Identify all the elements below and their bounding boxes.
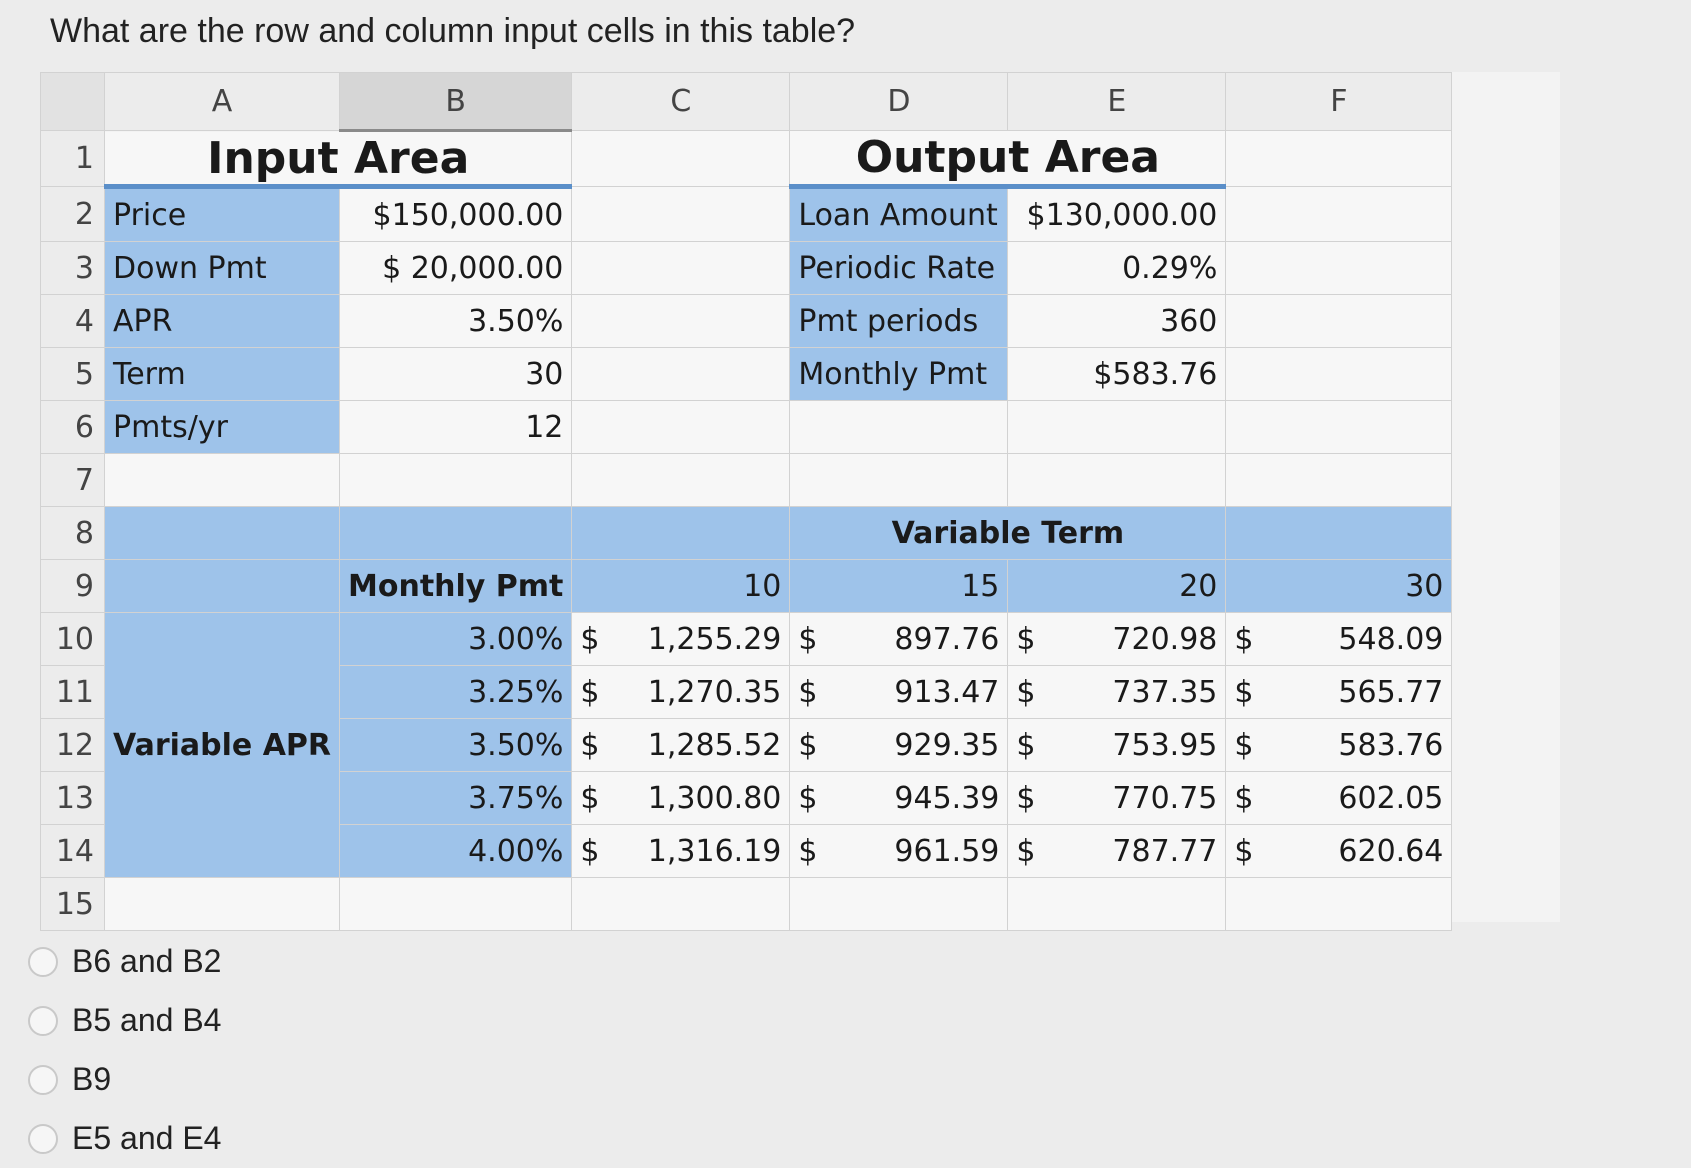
cell[interactable]: [105, 454, 340, 507]
row-header[interactable]: 7: [41, 454, 105, 507]
cell[interactable]: [572, 878, 790, 931]
row-header[interactable]: 2: [41, 187, 105, 242]
rate-header[interactable]: 4.00%: [340, 825, 572, 878]
cell[interactable]: [572, 507, 790, 560]
term-header[interactable]: 30: [1226, 560, 1452, 613]
col-header-a[interactable]: A: [105, 73, 340, 131]
row-header[interactable]: 4: [41, 295, 105, 348]
currency-symbol: $: [798, 780, 818, 816]
row-header[interactable]: 14: [41, 825, 105, 878]
cell[interactable]: [105, 560, 340, 613]
col-header-f[interactable]: F: [1226, 73, 1452, 131]
option-label: B6 and B2: [72, 943, 222, 979]
cell[interactable]: [790, 878, 1008, 931]
cell[interactable]: [1226, 348, 1452, 401]
table-value-cell[interactable]: [1226, 772, 1452, 825]
col-header-c[interactable]: C: [572, 73, 790, 131]
table-value: 929.35: [894, 727, 1000, 763]
cell[interactable]: [1226, 454, 1452, 507]
output-label[interactable]: Pmt periods: [790, 295, 1008, 348]
table-value-cell[interactable]: [1226, 666, 1452, 719]
currency-symbol: $: [1016, 621, 1036, 657]
cell[interactable]: [1226, 131, 1452, 187]
table-value-cell[interactable]: [572, 613, 790, 666]
table-value: 565.77: [1338, 674, 1444, 710]
option-3[interactable]: [28, 1050, 221, 1109]
cell[interactable]: [340, 878, 572, 931]
table-value-cell[interactable]: [572, 772, 790, 825]
cell[interactable]: [1226, 401, 1452, 454]
table-value-cell[interactable]: [790, 772, 1008, 825]
col-header-b[interactable]: B: [340, 73, 572, 131]
currency-symbol: $: [1234, 621, 1254, 657]
table-value-cell[interactable]: [1008, 666, 1226, 719]
variable-apr-label[interactable]: Variable APR: [105, 613, 340, 878]
row-header[interactable]: 11: [41, 666, 105, 719]
currency-symbol: $: [1016, 727, 1036, 763]
question-text: What are the row and column input cells in this table?: [50, 12, 856, 50]
cell[interactable]: [1226, 878, 1452, 931]
currency-symbol: $: [580, 727, 600, 763]
input-value[interactable]: $150,000.00: [340, 187, 572, 242]
currency-symbol: $: [1234, 727, 1254, 763]
monthly-pmt-corner[interactable]: Monthly Pmt: [340, 560, 572, 613]
cell[interactable]: [572, 131, 790, 187]
table-value: 548.09: [1338, 621, 1444, 657]
currency-symbol: $: [798, 833, 818, 869]
cell[interactable]: [1226, 295, 1452, 348]
table-value-cell[interactable]: [790, 719, 1008, 772]
radio-icon[interactable]: [28, 1124, 58, 1154]
output-value[interactable]: 360: [1008, 295, 1226, 348]
cell[interactable]: [572, 187, 790, 242]
table-value: 897.76: [894, 621, 1000, 657]
input-value[interactable]: 3.50%: [340, 295, 572, 348]
cell[interactable]: [1226, 242, 1452, 295]
col-header-d[interactable]: D: [790, 73, 1008, 131]
radio-icon[interactable]: [28, 1006, 58, 1036]
variable-term-label[interactable]: Variable Term: [790, 507, 1226, 560]
term-header[interactable]: 20: [1008, 560, 1226, 613]
table-value: 583.76: [1338, 727, 1444, 763]
output-value[interactable]: 0.29%: [1008, 242, 1226, 295]
output-label[interactable]: Loan Amount: [790, 187, 1008, 242]
select-all-corner[interactable]: [41, 73, 105, 131]
input-label[interactable]: APR: [105, 295, 340, 348]
row-header[interactable]: 10: [41, 613, 105, 666]
row-header[interactable]: 1: [41, 131, 105, 187]
cell[interactable]: [572, 454, 790, 507]
option-1[interactable]: [28, 932, 221, 991]
option-2[interactable]: [28, 991, 221, 1050]
cell[interactable]: [105, 878, 340, 931]
currency-symbol: $: [1016, 833, 1036, 869]
table-value-cell[interactable]: [790, 613, 1008, 666]
table-value: 770.75: [1112, 780, 1218, 816]
option-label: B9: [72, 1061, 112, 1097]
row-header[interactable]: 13: [41, 772, 105, 825]
cell[interactable]: [790, 401, 1008, 454]
option-label: B5 and B4: [72, 1002, 222, 1038]
term-header[interactable]: 15: [790, 560, 1008, 613]
input-value[interactable]: 12: [340, 401, 572, 454]
table-value-cell[interactable]: [1008, 772, 1226, 825]
row-header[interactable]: 3: [41, 242, 105, 295]
currency-symbol: $: [580, 833, 600, 869]
radio-icon[interactable]: [28, 1065, 58, 1095]
table-value: 1,255.29: [647, 621, 782, 657]
cell[interactable]: [572, 242, 790, 295]
col-header-e[interactable]: E: [1008, 73, 1226, 131]
cell[interactable]: [105, 507, 340, 560]
currency-symbol: $: [1016, 674, 1036, 710]
input-label[interactable]: Pmts/yr: [105, 401, 340, 454]
input-label[interactable]: Term: [105, 348, 340, 401]
cell[interactable]: [1226, 187, 1452, 242]
term-header[interactable]: 10: [572, 560, 790, 613]
answer-options: [28, 932, 221, 1168]
output-value[interactable]: $130,000.00: [1008, 187, 1226, 242]
currency-symbol: $: [1234, 780, 1254, 816]
table-value-cell[interactable]: [572, 825, 790, 878]
table-value-cell[interactable]: [1226, 825, 1452, 878]
cell[interactable]: [1226, 507, 1452, 560]
table-value: 1,270.35: [647, 674, 782, 710]
row-header[interactable]: 6: [41, 401, 105, 454]
row-header[interactable]: 5: [41, 348, 105, 401]
table-value: 753.95: [1112, 727, 1218, 763]
row-header[interactable]: 12: [41, 719, 105, 772]
output-label[interactable]: Monthly Pmt: [790, 348, 1008, 401]
input-value[interactable]: 30: [340, 348, 572, 401]
table-value-cell[interactable]: [790, 825, 1008, 878]
rate-header[interactable]: 3.25%: [340, 666, 572, 719]
table-value: 787.77: [1112, 833, 1218, 869]
cell[interactable]: [340, 507, 572, 560]
currency-symbol: $: [580, 621, 600, 657]
rate-header[interactable]: 3.75%: [340, 772, 572, 825]
cell[interactable]: [572, 348, 790, 401]
table-value: 913.47: [894, 674, 1000, 710]
cell[interactable]: [1008, 401, 1226, 454]
cell[interactable]: [572, 401, 790, 454]
spreadsheet: [40, 72, 1560, 922]
currency-symbol: $: [580, 674, 600, 710]
row-header[interactable]: 8: [41, 507, 105, 560]
cell[interactable]: [790, 454, 1008, 507]
table-value-cell[interactable]: [1226, 719, 1452, 772]
row-header[interactable]: 9: [41, 560, 105, 613]
table-value: 620.64: [1338, 833, 1444, 869]
table-value-cell[interactable]: [790, 666, 1008, 719]
table-value: 1,300.80: [647, 780, 782, 816]
cell[interactable]: [1008, 454, 1226, 507]
input-label[interactable]: Price: [105, 187, 340, 242]
table-value: 602.05: [1338, 780, 1444, 816]
table-value: 1,285.52: [647, 727, 782, 763]
table-value-cell[interactable]: [1008, 613, 1226, 666]
output-label[interactable]: Periodic Rate: [790, 242, 1008, 295]
table-value: 961.59: [894, 833, 1000, 869]
radio-icon[interactable]: [28, 947, 58, 977]
table-value-cell[interactable]: [572, 666, 790, 719]
table-value-cell[interactable]: [1008, 825, 1226, 878]
table-value: 945.39: [894, 780, 1000, 816]
table-value-cell[interactable]: [1008, 719, 1226, 772]
table-value: 737.35: [1112, 674, 1218, 710]
option-4[interactable]: [28, 1109, 221, 1168]
input-value[interactable]: $ 20,000.00: [340, 242, 572, 295]
currency-symbol: $: [580, 780, 600, 816]
cell[interactable]: [340, 454, 572, 507]
rate-header[interactable]: 3.50%: [340, 719, 572, 772]
input-label[interactable]: Down Pmt: [105, 242, 340, 295]
row-header[interactable]: 15: [41, 878, 105, 931]
table-value-cell[interactable]: [572, 719, 790, 772]
table-value: 720.98: [1112, 621, 1218, 657]
currency-symbol: $: [1234, 674, 1254, 710]
input-area-title[interactable]: Input Area: [105, 131, 572, 187]
currency-symbol: $: [1234, 833, 1254, 869]
currency-symbol: $: [798, 727, 818, 763]
output-value[interactable]: $583.76: [1008, 348, 1226, 401]
rate-header[interactable]: 3.00%: [340, 613, 572, 666]
table-value: 1,316.19: [647, 833, 782, 869]
cell[interactable]: [1008, 878, 1226, 931]
output-area-title[interactable]: Output Area: [790, 131, 1226, 187]
table-value-cell[interactable]: [1226, 613, 1452, 666]
option-label: E5 and E4: [72, 1120, 222, 1156]
currency-symbol: $: [798, 674, 818, 710]
currency-symbol: $: [1016, 780, 1036, 816]
currency-symbol: $: [798, 621, 818, 657]
cell[interactable]: [572, 295, 790, 348]
